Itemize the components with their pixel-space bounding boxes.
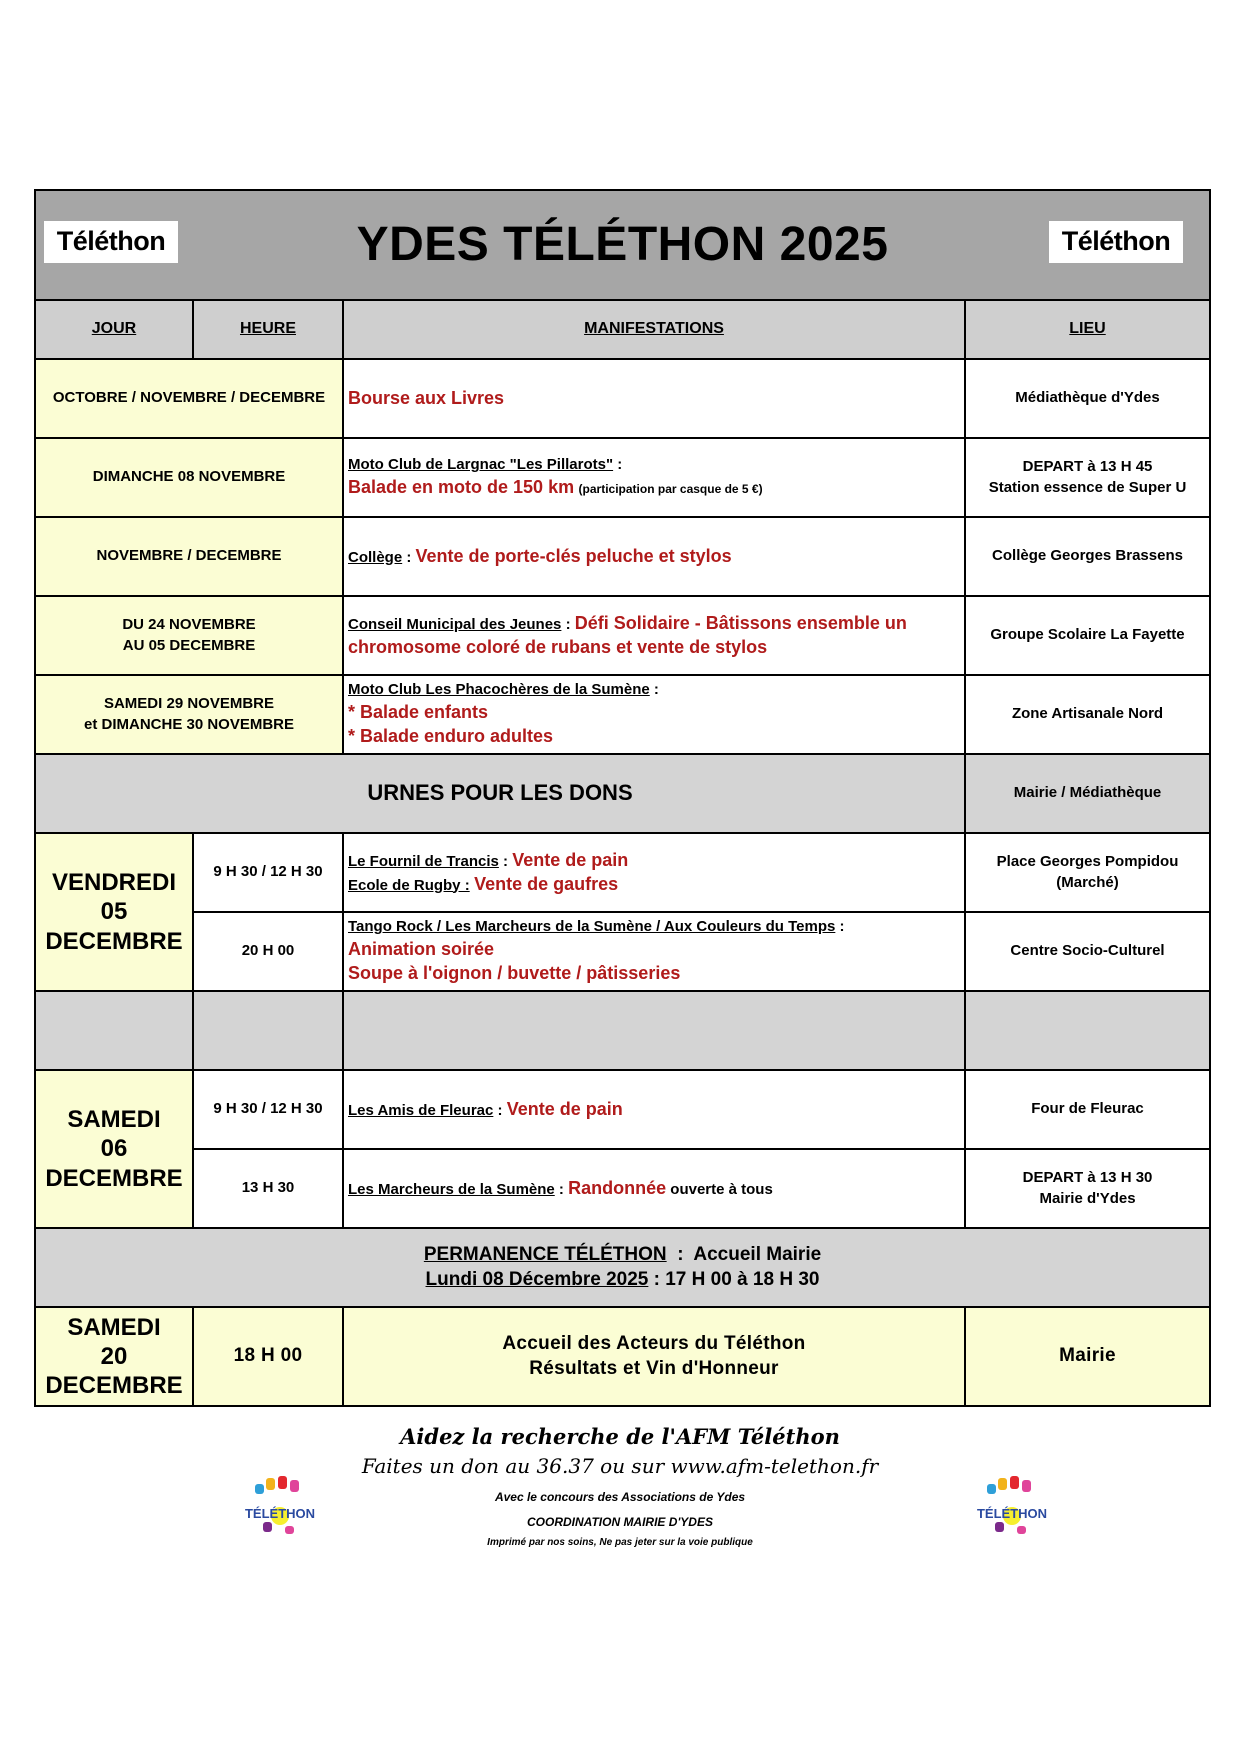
table-row — [35, 517, 1210, 596]
heure-text: 18 H 00 — [233, 1345, 303, 1367]
jour-text: DU 24 NOVEMBRE — [122, 615, 256, 633]
permanence-hours: : 17 H 00 à 18 H 30 — [648, 1268, 820, 1290]
jour-text: 06 — [100, 1135, 128, 1163]
jour-cell — [35, 675, 343, 754]
telethon-logo-right — [1049, 221, 1183, 263]
jour-text: SAMEDI 29 NOVEMBRE — [103, 694, 275, 712]
separator: : — [835, 918, 845, 936]
jour-text: DECEMBRE — [45, 1372, 183, 1400]
telethon-footer-logo-left — [235, 1470, 325, 1540]
jour-text: VENDREDI — [51, 869, 177, 897]
manifestation-cell — [343, 833, 965, 912]
permanence-date: Lundi 08 Décembre 2025 — [425, 1268, 649, 1290]
heure-cell — [193, 1070, 343, 1149]
permanence-title: PERMANENCE TÉLÉTHON — [423, 1243, 667, 1265]
col-header-jour: JOUR — [35, 300, 193, 359]
permanence-schedule — [426, 1269, 820, 1290]
lieu-cell — [965, 517, 1210, 596]
lieu-text: Groupe Scolaire La Fayette — [990, 626, 1185, 644]
lieu-text: DEPART à 13 H 45 — [1022, 457, 1153, 475]
organizer-text: Conseil Municipal des Jeunes — [348, 615, 562, 633]
separator: : — [402, 548, 416, 566]
manifestation-cell — [343, 1149, 965, 1228]
empty-cell — [965, 991, 1210, 1070]
page-title: YDES TÉLÉTHON 2025 — [356, 217, 889, 271]
table-row — [35, 596, 1210, 675]
organizer-text: Ecole de Rugby : — [348, 876, 470, 894]
table-row — [35, 1070, 1210, 1149]
jour-text: SAMEDI — [67, 1106, 161, 1134]
lieu-text: Médiathèque d'Ydes — [1015, 389, 1160, 407]
manifestation-cell — [343, 517, 965, 596]
lieu-text: Centre Socio-Culturel — [1010, 942, 1165, 960]
table-row — [35, 912, 1210, 991]
manifestation-cell — [343, 1307, 965, 1406]
jour-cell-vendredi — [35, 833, 193, 991]
lieu-cell — [965, 675, 1210, 754]
table-row — [35, 1149, 1210, 1228]
heure-cell — [193, 1307, 343, 1406]
footer-associations: Avec le concours des Associations de Ydes — [494, 1490, 746, 1504]
col-header-manifestations: MANIFESTATIONS — [343, 300, 965, 359]
footer-logo-label: TÉLÉTHON — [244, 1506, 316, 1521]
event-text: Vente de porte-clés peluche et stylos — [415, 545, 732, 566]
organizer-text: Les Amis de Fleurac — [348, 1101, 494, 1119]
organizer-text: Tango Rock / Les Marcheurs de la Sumène / Aux Couleurs du Temps — [348, 918, 836, 936]
manifestation-cell — [343, 438, 965, 517]
organizer-text: Le Fournil de Trancis — [348, 852, 499, 870]
permanence-cell — [35, 1228, 1210, 1307]
table-row — [35, 833, 1210, 912]
telethon-hand-icon — [235, 1470, 325, 1540]
urnes-lieu-cell — [965, 754, 1210, 833]
lieu-text: Mairie d'Ydes — [1039, 1189, 1136, 1207]
table-row — [35, 438, 1210, 517]
event-suffix: ouverte à tous — [666, 1180, 773, 1198]
jour-cell — [35, 359, 343, 438]
jour-cell-samedi-06 — [35, 1070, 193, 1228]
footer-print-notice: Imprimé par nos soins, Ne pas jeter sur la voie publique — [487, 1537, 753, 1548]
jour-cell — [35, 517, 343, 596]
table-row — [35, 1307, 1210, 1406]
jour-cell-samedi-20 — [35, 1307, 193, 1406]
heure-text: 13 H 30 — [241, 1179, 295, 1197]
footer-logo-label: TÉLÉTHON — [976, 1506, 1048, 1521]
footer-coordination: COORDINATION MAIRIE D'YDES — [527, 1515, 713, 1529]
permanence-place: Accueil Mairie — [693, 1243, 822, 1265]
organizer-text: Moto Club de Largnac "Les Pillarots" — [348, 456, 614, 474]
jour-text: DECEMBRE — [45, 927, 183, 955]
lieu-cell — [965, 359, 1210, 438]
urnes-cell — [35, 754, 965, 833]
organizer-text: Collège — [348, 548, 403, 566]
event-text: Animation soirée — [348, 939, 495, 960]
manifestation-cell — [343, 596, 965, 675]
organizer-text: Moto Club Les Phacochères de la Sumène — [348, 681, 650, 699]
event-text: Randonnée — [568, 1177, 667, 1198]
lieu-text: Collège Georges Brassens — [992, 547, 1183, 565]
heure-text: 9 H 30 / 12 H 30 — [213, 863, 323, 881]
telethon-logo-left — [44, 221, 178, 263]
separator: : — [649, 681, 659, 699]
jour-text: SAMEDI — [67, 1313, 161, 1341]
jour-text: OCTOBRE / NOVEMBRE / DECEMBRE — [52, 389, 326, 407]
separator: : — [666, 1243, 694, 1265]
event-text: Accueil des Acteurs du Téléthon — [502, 1332, 806, 1354]
event-text: Vente de pain — [512, 849, 629, 870]
urnes-row — [35, 754, 1210, 833]
col-header-heure: HEURE — [193, 300, 343, 359]
event-text: * Balade enfants — [348, 702, 489, 723]
empty-cell — [35, 991, 193, 1070]
lieu-cell — [965, 833, 1210, 912]
col-header-lieu: LIEU — [965, 300, 1210, 359]
event-text: Vente de pain — [506, 1098, 623, 1119]
lieu-cell — [965, 596, 1210, 675]
column-header-row — [35, 300, 1210, 359]
lieu-text: DEPART à 13 H 30 — [1022, 1168, 1153, 1186]
lieu-cell — [965, 1307, 1210, 1406]
lieu-text: Four de Fleurac — [1031, 1100, 1144, 1118]
heure-text: 9 H 30 / 12 H 30 — [213, 1100, 323, 1118]
jour-text: NOVEMBRE / DECEMBRE — [96, 547, 282, 565]
programme-table — [34, 189, 1211, 1407]
lieu-text: Mairie — [1059, 1345, 1116, 1367]
lieu-text: Mairie / Médiathèque — [1013, 784, 1162, 802]
jour-text: 05 — [100, 898, 128, 926]
lieu-text: (Marché) — [1056, 873, 1119, 891]
event-text: Bourse aux Livres — [348, 387, 505, 408]
manifestation-cell — [343, 1070, 965, 1149]
lieu-text: Place Georges Pompidou — [996, 852, 1179, 870]
manifestation-cell — [343, 912, 965, 991]
jour-text: DECEMBRE — [45, 1164, 183, 1192]
table-row — [35, 675, 1210, 754]
jour-cell — [35, 438, 343, 517]
event-text: Soupe à l'oignon / buvette / pâtisseries — [348, 962, 681, 983]
footer-appeal: Aidez la recherche de l'AFM Téléthon — [400, 1424, 840, 1449]
jour-text: AU 05 DECEMBRE — [122, 636, 256, 654]
telethon-hand-icon — [967, 1470, 1057, 1540]
permanence-label — [424, 1244, 821, 1265]
event-text: * Balade enduro adultes — [348, 725, 554, 746]
lieu-text: Zone Artisanale Nord — [1011, 705, 1164, 723]
manifestation-cell — [343, 359, 965, 438]
manifestation-cell — [343, 675, 965, 754]
organizer-text: Les Marcheurs de la Sumène — [348, 1180, 555, 1198]
event-text: Balade en moto de 150 km — [348, 477, 575, 497]
jour-text: 20 — [100, 1342, 128, 1370]
empty-cell — [343, 991, 965, 1070]
logo-right-text: Téléthon — [1061, 226, 1171, 257]
event-note: (participation par casque de 5 €) — [578, 482, 763, 496]
title-cell — [35, 190, 1210, 300]
separator: : — [561, 615, 575, 633]
jour-text: DIMANCHE 08 NOVEMBRE — [92, 468, 286, 486]
separator: : — [554, 1180, 569, 1198]
urnes-label: URNES POUR LES DONS — [367, 780, 633, 806]
table-row — [35, 359, 1210, 438]
title-row — [35, 190, 1210, 300]
spacer-row — [35, 991, 1210, 1070]
telethon-footer-logo-right — [967, 1470, 1057, 1540]
heure-text: 20 H 00 — [241, 942, 295, 960]
lieu-cell — [965, 1070, 1210, 1149]
separator: : — [493, 1101, 507, 1119]
jour-text: et DIMANCHE 30 NOVEMBRE — [83, 715, 295, 733]
event-text: Vente de gaufres — [474, 873, 619, 894]
jour-cell — [35, 596, 343, 675]
footer-donation: Faites un don au 36.37 ou sur www.afm-telethon.fr — [361, 1454, 879, 1478]
separator: : — [498, 852, 513, 870]
lieu-cell — [965, 438, 1210, 517]
lieu-cell — [965, 912, 1210, 991]
event-text: Défi Solidaire - Bâtissons ensemble un chromosome coloré de rubans et vente de stylos — [348, 612, 907, 657]
permanence-row — [35, 1228, 1210, 1307]
separator: : — [613, 456, 623, 474]
heure-cell — [193, 833, 343, 912]
empty-cell — [193, 991, 343, 1070]
logo-left-text: Téléthon — [56, 226, 166, 257]
heure-cell — [193, 912, 343, 991]
lieu-text: Station essence de Super U — [988, 478, 1187, 496]
lieu-cell — [965, 1149, 1210, 1228]
event-text: Résultats et Vin d'Honneur — [529, 1357, 779, 1379]
heure-cell — [193, 1149, 343, 1228]
